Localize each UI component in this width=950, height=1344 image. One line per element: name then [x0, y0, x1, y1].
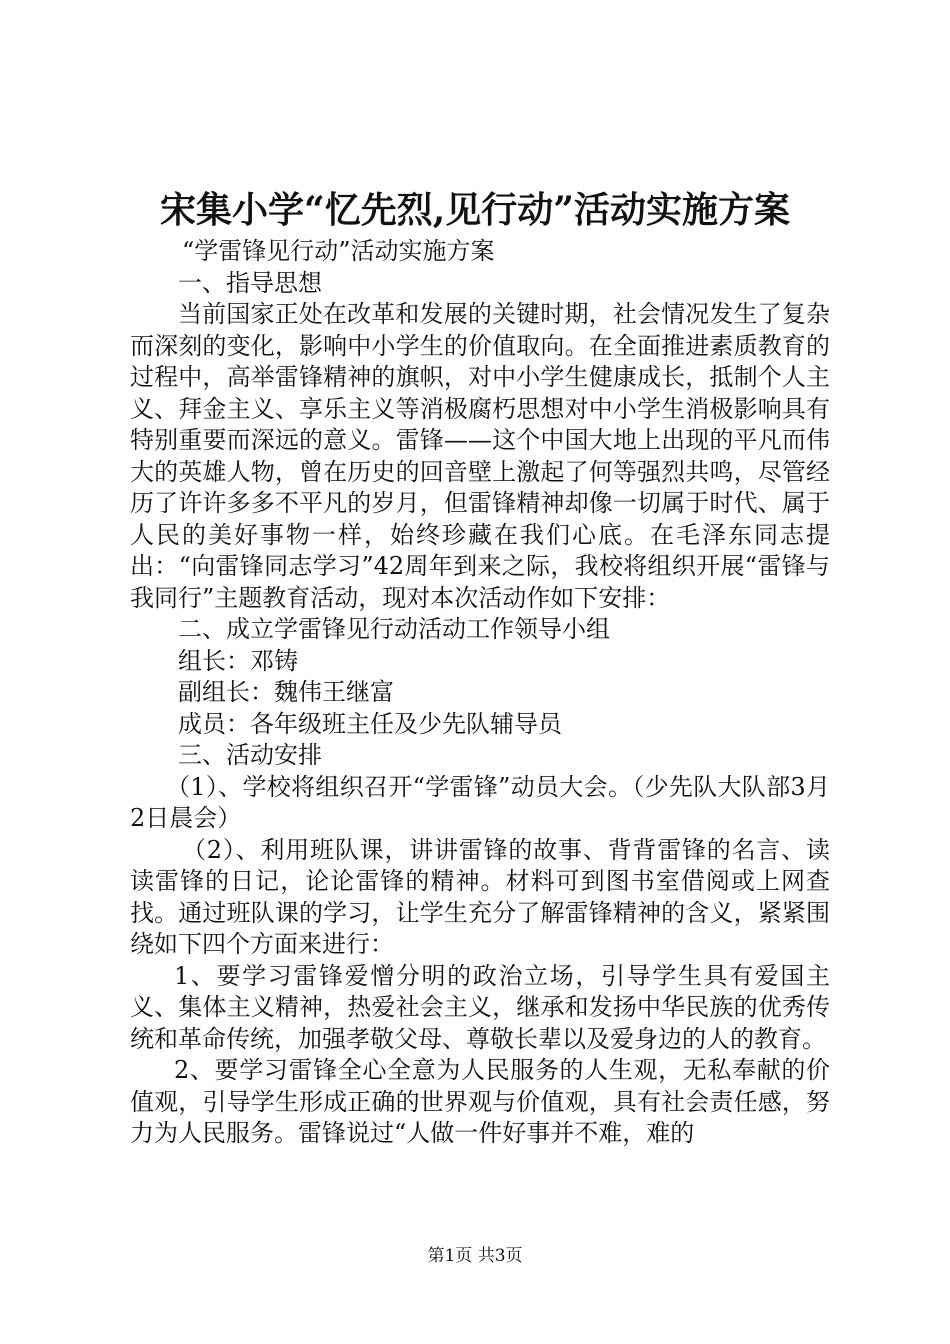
members-line: 成员：各年级班主任及少先队辅导员: [178, 709, 562, 738]
section-heading-guiding-thought: 一、指导思想: [178, 268, 322, 297]
activity-item-1: （1）、学校将组织召开“学雷锋”动员大会。（少先队大队部3月2日晨会）: [130, 772, 830, 832]
subtitle-paragraph: “学雷锋见行动”活动实施方案: [182, 237, 495, 265]
deputy-leader-line: 副组长：魏伟王继富: [178, 678, 394, 706]
group-leader-line: 组长：邓铸: [178, 646, 298, 675]
page-number-footer: 第1页 共3页: [427, 1246, 523, 1266]
study-point-1: 1、要学习雷锋爱憎分明的政治立场，引导学生具有爱国主义、集体主义精神，热爱社会主义，继承和发扬中华民族的优秀传统和革命传统，加强孝敬父母、尊敬长辈以及爱身边的人的教育。: [130, 961, 830, 1053]
document-title: 宋集小学“忆先烈,见行动”活动实施方案: [160, 189, 790, 231]
activity-item-2: （2）、利用班队课，讲讲雷锋的故事、背背雷锋的名言、读读雷锋的日记，论论雷锋的精神。材料可到图书室借阅或上网查找。通过班队课的学习，让学生充分了解雷锋精神的含义，紧紧围绕如下四个方面来进行：: [130, 835, 830, 958]
section-heading-leadership-group: 二、成立学雷锋见行动活动工作领导小组: [178, 615, 610, 643]
section-heading-activities: 三、活动安排: [178, 741, 322, 769]
document-body: [130, 236, 830, 1150]
study-point-2: 2、要学习雷锋全心全意为人民服务的人生观，无私奉献的价值观，引导学生形成正确的世界观与价值观，具有社会责任感，努力为人民服务。雷锋说过“人做一件好事并不难，难的: [130, 1056, 830, 1147]
paragraph-guiding-thought: 当前国家正处在改革和发展的关键时期，社会情况发生了复杂而深刻的变化，影响中小学生的价值取向。在全面推进素质教育的过程中，高举雷锋精神的旗帜，对中小学生健康成长，抵制个人主义、拜金主义、享乐主义等消极腐朽思想对中小学生消极影响具有特别重要而深远的意义。雷锋——这个中国大地上出现的平凡而伟大的英雄人物，曾在历史的回音壁上激起了何等强烈共鸣，尽管经历了许许多多不平凡的岁月，但雷锋精神却像一切属于时代、属于人民的美好事物一样，始终珍藏在我们心底。在毛泽东同志提出：“向雷锋同志学习”42周年到来之际，我校将组织开展“雷锋与我同行”主题教育活动，现对本次活动作如下安排：: [130, 300, 830, 612]
